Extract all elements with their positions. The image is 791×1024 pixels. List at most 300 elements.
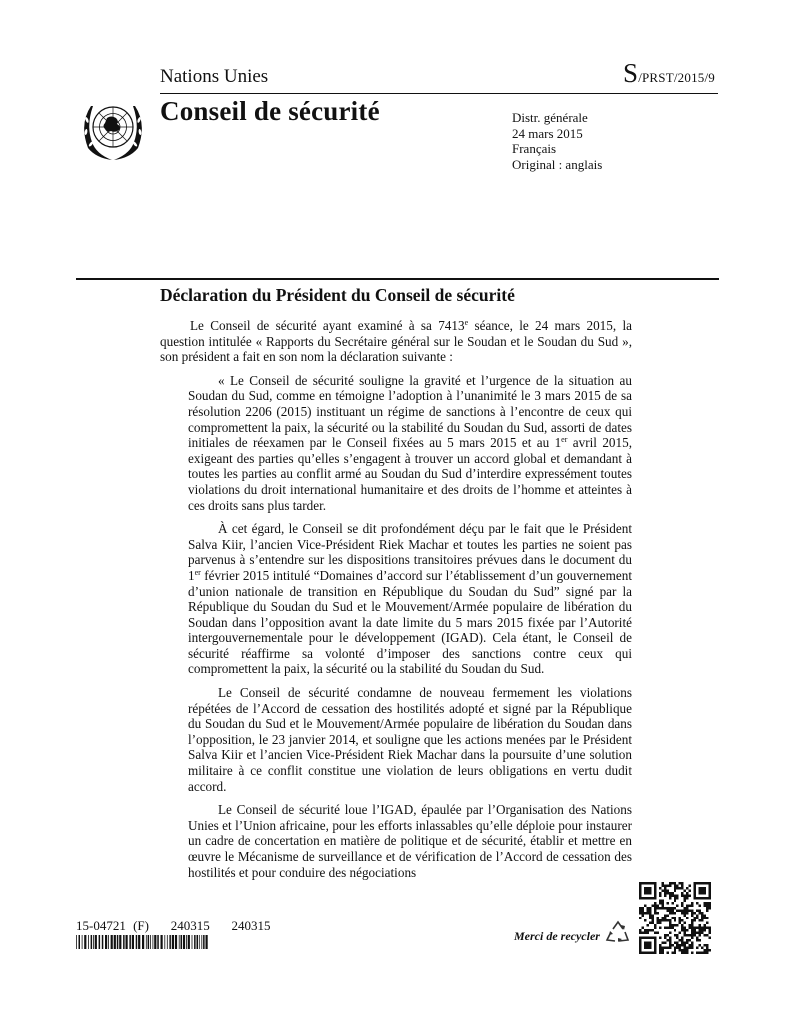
qr-module [704,924,706,926]
qr-module [699,919,701,921]
qr-module [639,917,641,919]
qr-module [689,894,691,896]
qr-module [704,944,706,946]
barcode-bar [95,935,97,949]
qr-module [706,922,708,924]
qr-module [686,904,688,906]
paragraph-text: « Le Conseil de sécurité souligne la gravité et l’urgence de la situation au Soudan du Sud, comme en témoigne l’adoption à l’unanimité le 3 mars 2015 de sa résolution 2206 (2015) instituant un régime de sanctions à l’encontre de ceux qui compromettent la paix, la sécurité ou la stabilité du Soudan du Sud, assorti de dates initiales de réexamen par le Conseil fixées au 5 mars 2015 et au 1 [188,372,632,451]
qr-module [681,937,683,939]
barcode-bar [161,935,163,949]
qr-module [684,909,686,911]
barcode-bar [142,935,144,949]
qr-module [686,894,688,896]
qr-module [706,947,708,949]
qr-module [676,897,678,899]
recycle-icon [604,919,632,946]
qr-module [671,952,673,954]
qr-module [706,917,708,919]
barcode-bar [153,935,154,949]
qr-module [669,942,671,944]
qr-module [701,912,703,914]
qr-module [699,887,706,894]
qr-module [641,932,643,934]
barcode-bar [76,935,77,949]
qr-module [674,924,676,926]
qr-module [674,952,676,954]
qr-module [681,887,683,889]
qr-module [664,907,666,909]
paragraph-quote-4: Le Conseil de sécurité loue l’IGAD, épaulée par l’Organisation des Nations Unies et l’Union africaine, pour les efforts inlassables qu’elle déploie pour instaurer un cadre de concertation en matière de politique et de sécurité, établir et mettre en œuvre le Mécanisme de surveillance et de vérification de l’Accord de cessation des hostilités et pour conduire des négociations [188,802,632,880]
qr-module [706,909,708,911]
qr-module [639,932,641,934]
un-emblem-icon [76,98,150,164]
qr-module [684,932,686,934]
symbol-prefix: S [622,58,639,88]
job-number-line [76,918,270,934]
qr-module [664,917,666,919]
qr-module [694,929,696,931]
qr-module [654,912,656,914]
header-rule [160,93,718,94]
barcode-bar [117,935,119,949]
qr-module [706,904,708,906]
qr-module [671,902,673,904]
qr-module [676,934,678,936]
qr-module [681,939,683,941]
distribution-label: Distr. générale [512,110,588,125]
qr-code-icon [639,882,711,954]
qr-module [666,934,668,936]
date-code-1: 240315 [170,918,210,933]
qr-module [674,947,676,949]
qr-module [686,897,688,899]
qr-module [664,889,666,891]
barcode-bar [132,935,134,949]
qr-module [669,924,671,926]
qr-module [694,917,696,919]
qr-module [674,894,676,896]
qr-module [696,939,698,941]
qr-module [709,927,711,929]
council-title: Conseil de sécurité [160,96,380,126]
barcode-bar [88,935,89,949]
barcode-bar [123,935,125,949]
qr-module [661,889,663,891]
qr-module [669,907,671,909]
superscript: e [464,318,469,327]
qr-module [659,949,661,951]
qr-module [681,912,683,914]
qr-module [686,934,688,936]
qr-module [659,919,661,921]
paragraph-quote-2 [188,521,632,677]
qr-module [679,887,681,889]
qr-module [691,934,693,936]
qr-module [676,937,678,939]
qr-module [696,927,698,929]
date-code-2: 240315 [231,918,271,933]
qr-module [679,917,681,919]
recycle-label: Merci de recycler [514,929,600,943]
qr-module [641,927,643,929]
qr-module [664,892,666,894]
qr-module [674,934,676,936]
qr-module [704,917,706,919]
qr-module [651,922,653,924]
qr-module [679,947,681,949]
qr-module [646,907,648,909]
qr-module [656,904,658,906]
qr-module [669,939,671,941]
qr-module [701,947,703,949]
qr-module [674,884,676,886]
qr-module [649,907,651,909]
qr-module [644,942,651,949]
qr-module [691,942,693,944]
paragraph-quote-3: Le Conseil de sécurité condamne de nouveau fermement les violations répétées de l’Accord de cessation des hostilités adopté et signé par la République du Soudan du Sud et le Mouvement/Armée populaire de libération du Soudan dans l’opposition, le 23 janvier 2014, et souligne que les actions menées par le Président Salva Kiir et l’ancien Vice-Président Riek Machar dans la poursuite d’une solution militaire à ce conflit constitue une violation de leurs obligations en vertu dudit accord. [188,685,632,794]
qr-module [684,929,686,931]
qr-module [674,917,676,919]
qr-module [654,902,656,904]
qr-module [691,929,693,931]
qr-module [681,927,683,929]
qr-module [684,899,686,901]
qr-module [659,922,661,924]
qr-module [701,917,703,919]
qr-module [649,914,651,916]
qr-module [651,904,653,906]
qr-module [696,947,698,949]
qr-module [709,937,711,939]
barcode-bar [199,935,200,949]
qr-module [671,882,673,884]
qr-module [666,919,668,921]
qr-module [644,919,646,921]
qr-module [644,904,646,906]
barcode-bar [148,935,150,949]
qr-module [654,927,656,929]
qr-module [684,907,686,909]
qr-module [669,912,671,914]
paragraph-text: À cet égard, le Conseil se dit profondément déçu par le fait que le Président Salva Kiir, l’ancien Vice-Président Riek Machar et toutes les parties ne soient pas parvenus à s’entendre sur les dispositions transitoires prévues dans le document du 1 [188,521,632,583]
qr-module [661,907,663,909]
paragraph-quote-1 [188,373,632,513]
qr-module [694,919,696,921]
qr-module [669,947,671,949]
qr-module [671,917,673,919]
qr-module [674,882,676,884]
statement-body [160,318,632,880]
barcode-bar [194,935,196,949]
document-language: Français [512,141,557,156]
section-rule [76,278,719,280]
qr-module [661,917,663,919]
qr-module [671,909,673,911]
qr-module [686,929,688,931]
qr-module [706,934,708,936]
barcode-bar [111,935,113,949]
qr-module [689,934,691,936]
qr-module [709,907,711,909]
barcode-bar [179,935,180,949]
qr-module [659,899,661,901]
barcode-icon [76,935,208,949]
qr-module [691,904,693,906]
qr-module [691,922,693,924]
barcode-bar [164,935,165,949]
barcode-bar [108,935,109,949]
qr-module [659,907,661,909]
qr-module [671,892,673,894]
qr-module [646,924,648,926]
barcode-bar [206,935,208,949]
qr-module [691,919,693,921]
qr-module [666,927,668,929]
qr-module [679,909,681,911]
barcode-bar [119,935,121,949]
qr-module [684,942,686,944]
qr-module [679,944,681,946]
barcode-bar [172,935,174,949]
qr-module [659,887,661,889]
qr-module [669,894,671,896]
qr-module [691,937,693,939]
qr-module [664,947,666,949]
qr-module [689,947,691,949]
qr-module [684,947,686,949]
qr-module [691,947,693,949]
qr-module [644,912,646,914]
qr-module [681,924,683,926]
qr-module [694,912,696,914]
qr-module [671,944,673,946]
qr-module [699,927,701,929]
qr-module [669,944,671,946]
qr-module [704,914,706,916]
qr-module [644,887,651,894]
qr-module [681,902,683,904]
qr-module [676,924,678,926]
qr-module [674,907,676,909]
qr-module [639,929,641,931]
qr-module [686,949,688,951]
qr-module [691,902,693,904]
qr-module [666,952,668,954]
qr-module [706,949,708,951]
qr-module [686,947,688,949]
qr-module [666,909,668,911]
qr-module [676,944,678,946]
qr-module [681,919,683,921]
qr-module [706,902,708,904]
qr-module [706,952,708,954]
qr-module [679,939,681,941]
qr-module [671,924,673,926]
qr-module [669,882,671,884]
qr-module [676,947,678,949]
barcode-bar [186,935,187,949]
qr-module [661,947,663,949]
qr-module [684,934,686,936]
qr-module [664,942,666,944]
qr-module [671,894,673,896]
qr-module [681,944,683,946]
qr-module [666,884,668,886]
paragraph-text: avril 2015, exigeant des parties qu’elles s’engagent à trouver un accord global et demandant à toutes les parties au conflit armé au Soudan du Sud d’interdire expressément toutes violations du droit international humanitaire et des droits de l’homme et atteintes à ces droits sans plus tarder. [188,435,632,513]
qr-module [646,912,648,914]
qr-module [684,897,686,899]
barcode-bar [102,935,104,949]
qr-module [656,912,658,914]
qr-module [664,919,666,921]
qr-module [701,952,703,954]
qr-module [649,917,651,919]
qr-module [656,917,658,919]
qr-module [686,907,688,909]
qr-module [696,937,698,939]
qr-module [701,919,703,921]
qr-module [701,932,703,934]
qr-module [651,917,653,919]
qr-module [669,892,671,894]
qr-module [691,932,693,934]
paragraph-intro [160,318,632,365]
qr-module [686,887,688,889]
barcode-bar [114,935,116,949]
qr-module [689,939,691,941]
qr-module [699,909,701,911]
qr-module [689,909,691,911]
qr-module [701,914,703,916]
qr-module [641,909,643,911]
qr-module [676,884,678,886]
qr-module [669,937,671,939]
qr-module [704,949,706,951]
qr-module [686,909,688,911]
qr-module [684,894,686,896]
document-symbol [623,58,715,89]
qr-module [691,914,693,916]
qr-module [684,912,686,914]
qr-module [671,927,673,929]
qr-module [686,942,688,944]
qr-module [661,952,663,954]
qr-module [669,897,671,899]
qr-module [661,919,663,921]
barcode-bar [126,935,128,949]
qr-module [656,919,658,921]
barcode-bar [201,935,202,949]
qr-module [686,892,688,894]
qr-module [664,927,666,929]
qr-module [654,909,656,911]
qr-module [666,902,668,904]
qr-module [681,894,683,896]
qr-module [686,952,688,954]
qr-module [664,894,666,896]
qr-module [641,912,643,914]
qr-module [669,932,671,934]
qr-module [676,909,678,911]
qr-module [704,927,706,929]
organization-name: Nations Unies [160,66,269,87]
qr-module [664,914,666,916]
qr-module [686,939,688,941]
qr-module [691,952,693,954]
qr-module [656,932,658,934]
qr-module [681,952,683,954]
barcode-bar [197,935,199,949]
qr-module [661,899,663,901]
qr-module [706,927,708,929]
paragraph-text: séance, le 24 mars 2015, la question intitulée « Rapports du Secrétaire général sur le Soudan et le Soudan du Sud », son président a fait en son nom la déclaration suivante : [160,318,632,365]
barcode-bar [82,935,83,949]
qr-module [704,902,706,904]
qr-module [669,919,671,921]
barcode-bar [105,935,107,949]
qr-module [689,889,691,891]
qr-module [649,922,651,924]
qr-module [674,912,676,914]
qr-module [661,904,663,906]
qr-module [679,919,681,921]
qr-module [684,914,686,916]
barcode-bar [93,935,94,949]
qr-module [676,894,678,896]
qr-module [699,934,701,936]
qr-module [669,884,671,886]
qr-module [669,927,671,929]
barcode-bar [175,935,177,949]
superscript: er [561,435,568,445]
qr-module [704,904,706,906]
qr-module [659,944,661,946]
superscript: er [194,567,201,577]
qr-module [661,949,663,951]
qr-module [674,887,676,889]
qr-module [709,929,711,931]
qr-module [689,927,691,929]
barcode-bar [84,935,86,949]
qr-module [696,932,698,934]
barcode-bar [183,935,185,949]
qr-module [659,902,661,904]
qr-module [666,892,668,894]
original-language: Original : anglais [512,156,603,172]
qr-module [704,929,706,931]
qr-module [689,924,691,926]
qr-module [666,889,668,891]
qr-module [659,947,661,949]
qr-module [659,927,661,929]
document-date: 24 mars 2015 [512,125,583,141]
barcode-bar [129,935,131,949]
distribution-block [512,110,602,172]
barcode-bar [181,935,183,949]
qr-module [669,909,671,911]
barcode-bar [167,935,168,949]
qr-module [696,914,698,916]
qr-module [699,924,701,926]
qr-module [694,927,696,929]
qr-module [694,934,696,936]
qr-module [681,942,683,944]
qr-module [646,929,648,931]
qr-module [676,904,678,906]
qr-module [699,952,701,954]
qr-module [679,932,681,934]
qr-module [681,892,683,894]
